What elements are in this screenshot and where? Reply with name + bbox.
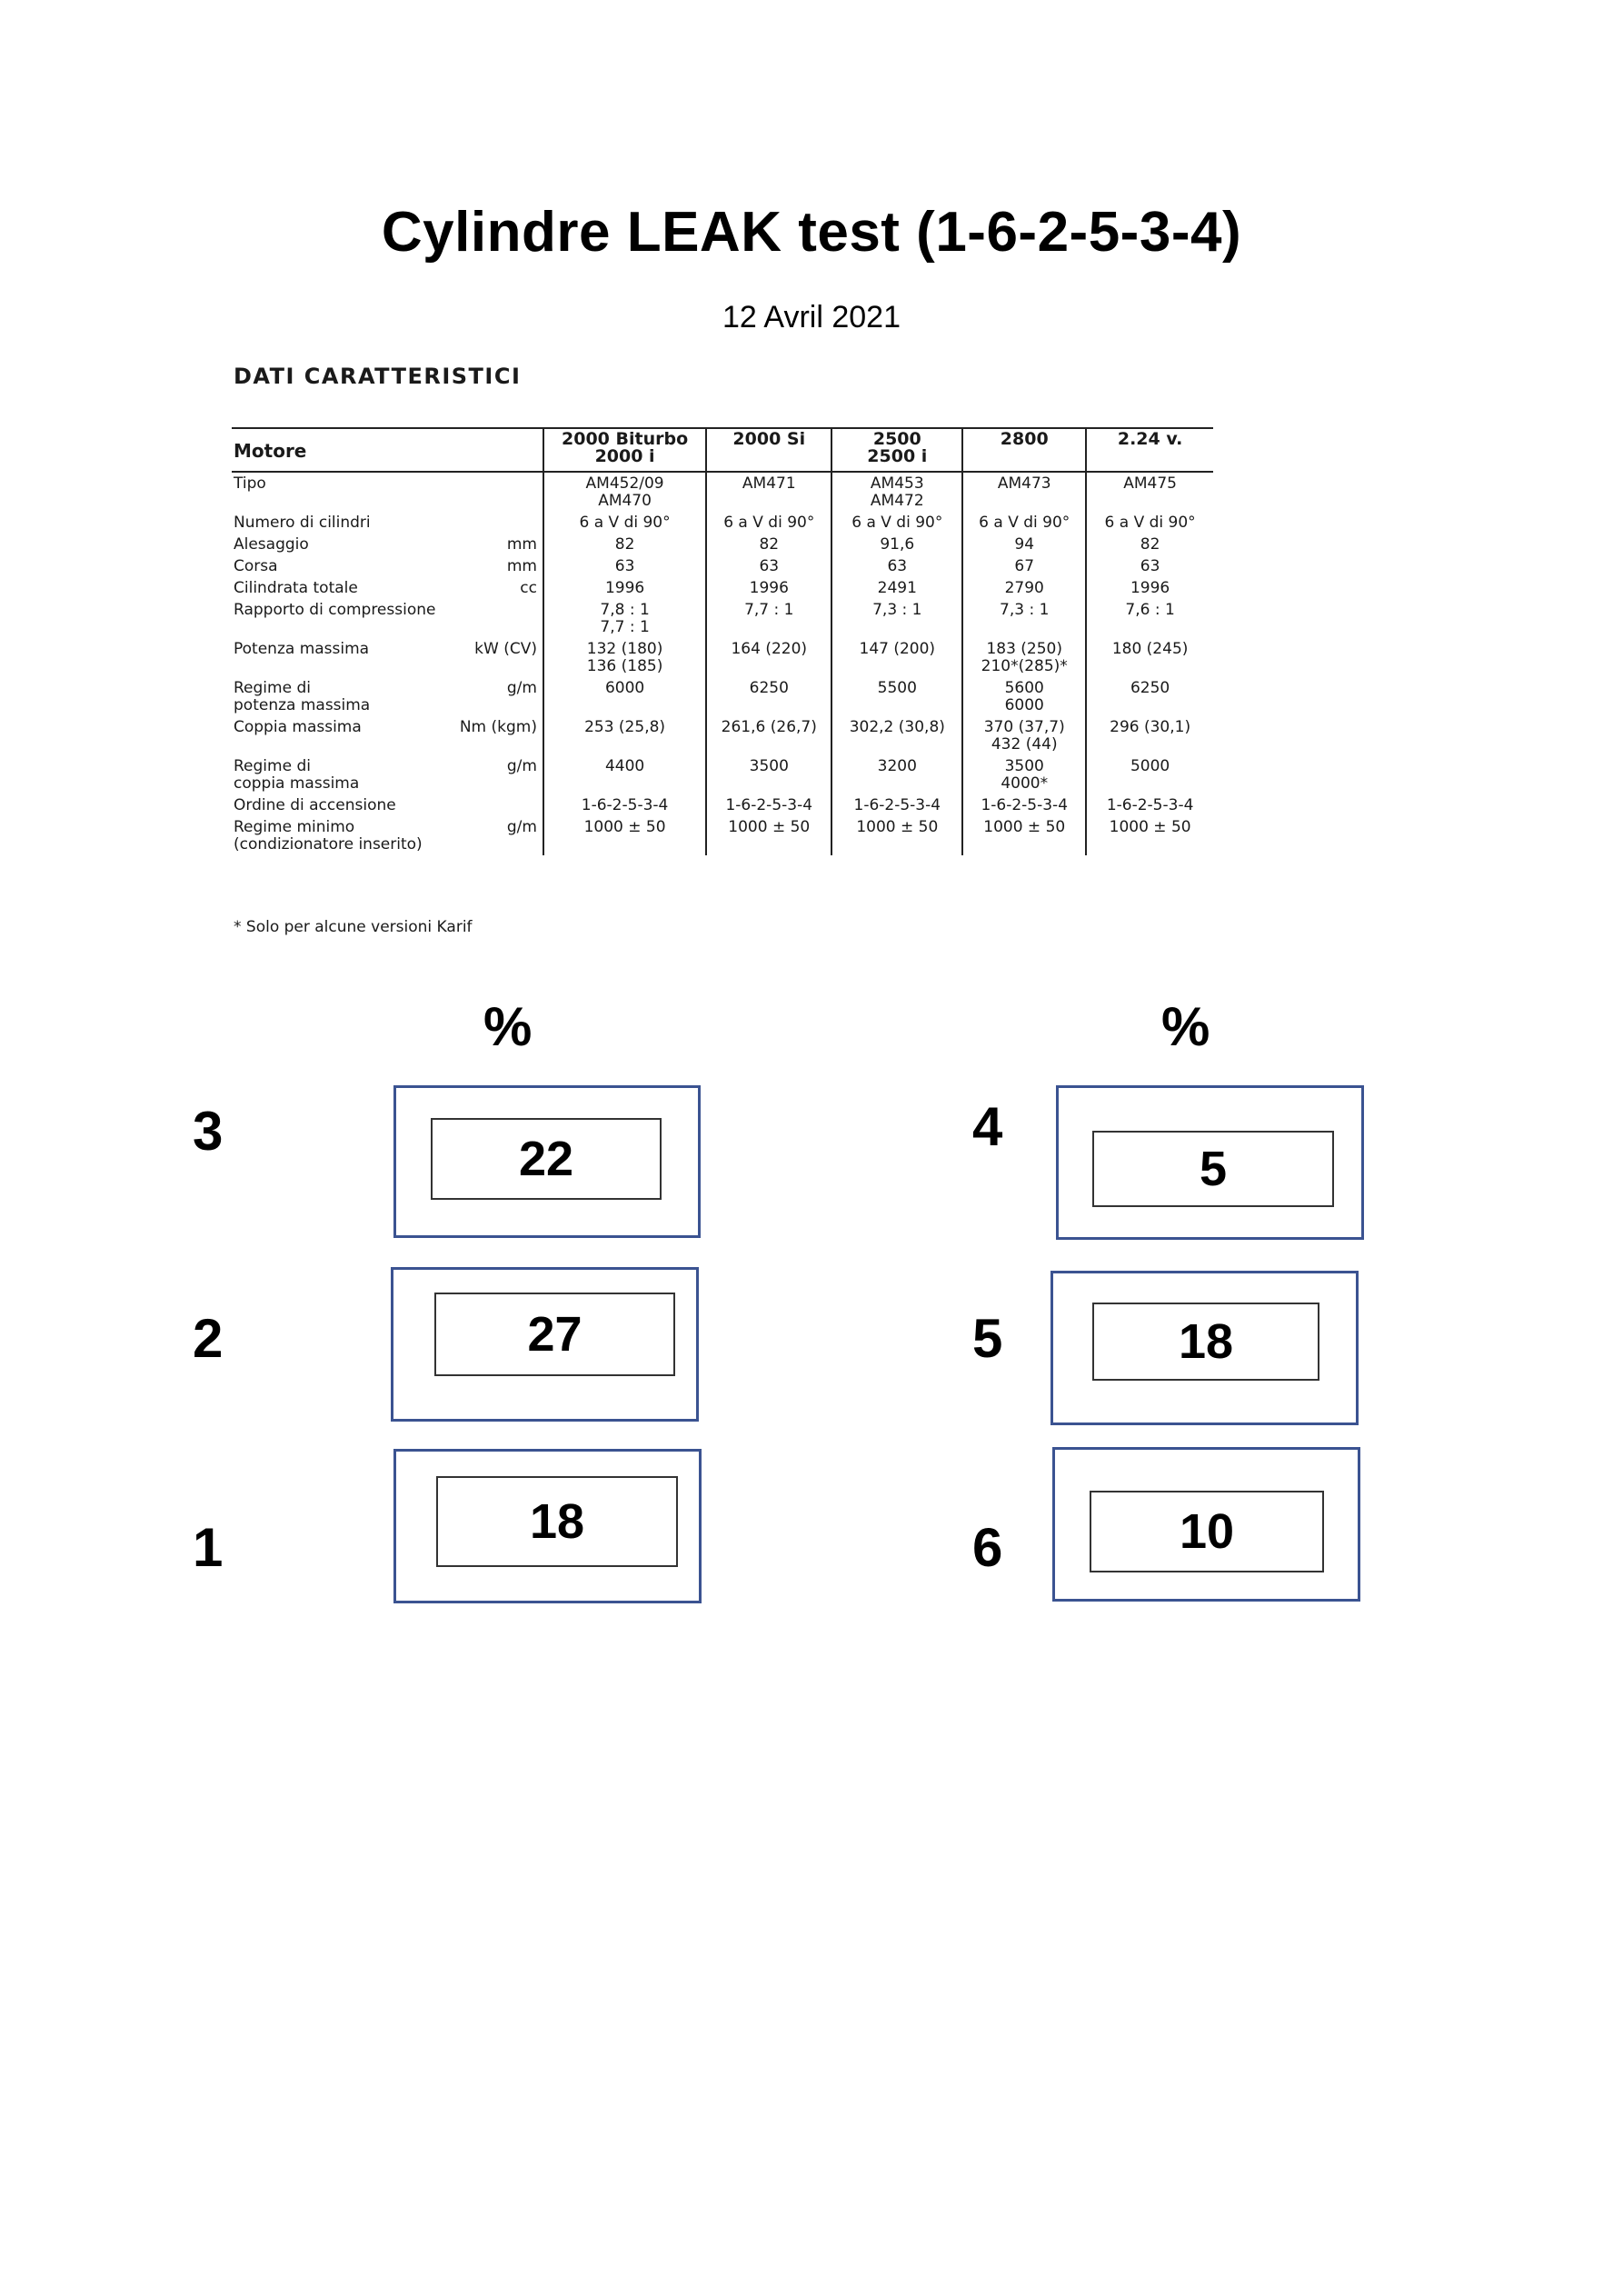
spec-row-label: Corsa (234, 557, 278, 575)
spec-cell: 67 (962, 555, 1086, 577)
spec-cell: 6 a V di 90° (1086, 512, 1213, 534)
spec-cell: AM473 (962, 472, 1086, 512)
spec-cell: 1000 ± 50 (1086, 816, 1213, 855)
spec-cell: 1996 (543, 577, 706, 599)
cylinder-number: 1 (193, 1517, 224, 1578)
spec-row (232, 577, 1213, 599)
spec-cell: 82 (543, 534, 706, 555)
spec-row-label: Potenza massima (234, 640, 370, 658)
spec-cell: 63 (706, 555, 831, 577)
spec-cell: 7,6 : 1 (1086, 599, 1213, 638)
spec-table (232, 427, 1213, 855)
cylinder-leak-value: 18 (436, 1476, 678, 1567)
spec-col-header: 2000 Si (706, 428, 831, 472)
spec-row (232, 794, 1213, 816)
spec-row-unit: g/m (506, 818, 537, 836)
spec-row-unit: g/m (506, 679, 537, 697)
cylinder-box (1052, 1447, 1360, 1602)
spec-row-unit: kW (CV) (474, 640, 537, 658)
spec-cell: 82 (706, 534, 831, 555)
spec-cell: 6 a V di 90° (831, 512, 962, 534)
spec-row (232, 555, 1213, 577)
spec-col-header: 2800 (962, 428, 1086, 472)
spec-cell: 370 (37,7) 432 (44) (962, 716, 1086, 755)
spec-row-label: Regime di coppia massima (234, 757, 360, 793)
spec-cell: 6 a V di 90° (706, 512, 831, 534)
cylinder-number: 3 (193, 1101, 224, 1162)
spec-cell: AM475 (1086, 472, 1213, 512)
cylinder-box (1056, 1085, 1364, 1240)
spec-cell: AM452/09 AM470 (543, 472, 706, 512)
percent-label-left: % (483, 996, 533, 1057)
spec-sheet-scan (232, 360, 1213, 942)
spec-cell: 1-6-2-5-3-4 (1086, 794, 1213, 816)
spec-cell: 7,3 : 1 (831, 599, 962, 638)
spec-row (232, 755, 1213, 794)
spec-cell: 253 (25,8) (543, 716, 706, 755)
spec-cell: 6 a V di 90° (962, 512, 1086, 534)
spec-cell: 63 (831, 555, 962, 577)
spec-cell: 1000 ± 50 (962, 816, 1086, 855)
spec-cell: 82 (1086, 534, 1213, 555)
spec-cell: 7,7 : 1 (706, 599, 831, 638)
percent-label-right: % (1161, 996, 1210, 1057)
spec-cell: 132 (180) 136 (185) (543, 638, 706, 677)
spec-table-body (232, 472, 1213, 855)
spec-row-unit (437, 512, 543, 534)
spec-row (232, 816, 1213, 855)
cylinder-leak-value: 22 (431, 1118, 662, 1200)
spec-row-label: Ordine di accensione (234, 796, 396, 814)
cylinder-number: 5 (972, 1308, 1003, 1369)
spec-cell: 296 (30,1) (1086, 716, 1213, 755)
spec-row-label: Regime di potenza massima (234, 679, 371, 714)
cylinder-number: 4 (972, 1096, 1003, 1157)
cylinder-number: 2 (193, 1308, 224, 1369)
spec-col-header: 2500 2500 i (831, 428, 962, 472)
spec-cell: 5500 (831, 677, 962, 716)
spec-row (232, 534, 1213, 555)
spec-row-label: Coppia massima (234, 718, 362, 736)
spec-cell: 6000 (543, 677, 706, 716)
spec-cell: 1-6-2-5-3-4 (962, 794, 1086, 816)
spec-cell: 3200 (831, 755, 962, 794)
cylinder-leak-value: 18 (1092, 1303, 1319, 1381)
spec-row-label: Tipo (234, 474, 266, 493)
cylinder-leak-value: 10 (1090, 1491, 1324, 1572)
spec-cell: 63 (543, 555, 706, 577)
spec-cell: 5600 6000 (962, 677, 1086, 716)
spec-cell: 7,3 : 1 (962, 599, 1086, 638)
spec-row-unit: Nm (kgm) (459, 718, 537, 736)
spec-row (232, 512, 1213, 534)
spec-cell: 183 (250) 210*(285)* (962, 638, 1086, 677)
spec-header-motore: Motore (232, 428, 543, 472)
spec-cell: 6250 (706, 677, 831, 716)
spec-row-unit (437, 794, 543, 816)
spec-cell: 3500 (706, 755, 831, 794)
spec-row (232, 716, 1213, 755)
spec-row-unit (437, 599, 543, 638)
spec-row-unit: g/m (506, 757, 537, 775)
spec-cell: 1-6-2-5-3-4 (706, 794, 831, 816)
spec-cell: 1-6-2-5-3-4 (831, 794, 962, 816)
spec-row (232, 472, 1213, 512)
spec-cell: 1996 (1086, 577, 1213, 599)
spec-cell: AM453 AM472 (831, 472, 962, 512)
cylinder-number: 6 (972, 1517, 1003, 1578)
spec-row-label: Cilindrata totale (234, 579, 358, 597)
spec-row-label: Alesaggio (234, 535, 309, 554)
cylinder-box (391, 1267, 699, 1422)
spec-cell: AM471 (706, 472, 831, 512)
spec-cell: 1996 (706, 577, 831, 599)
spec-row-unit: mm (506, 535, 537, 554)
page-title: Cylindre LEAK test (1-6-2-5-3-4) (381, 201, 1242, 264)
spec-cell: 7,8 : 1 7,7 : 1 (543, 599, 706, 638)
cylinder-box (1050, 1271, 1359, 1425)
spec-cell: 6250 (1086, 677, 1213, 716)
spec-footnote: * Solo per alcune versioni Karif (234, 918, 473, 936)
spec-cell: 4400 (543, 755, 706, 794)
spec-cell: 91,6 (831, 534, 962, 555)
spec-cell: 94 (962, 534, 1086, 555)
test-date: 12 Avril 2021 (722, 300, 901, 334)
spec-col-header: 2.24 v. (1086, 428, 1213, 472)
spec-cell: 2491 (831, 577, 962, 599)
spec-cell: 180 (245) (1086, 638, 1213, 677)
spec-cell: 261,6 (26,7) (706, 716, 831, 755)
spec-row-label: Numero di cilindri (234, 514, 371, 532)
spec-cell: 6 a V di 90° (543, 512, 706, 534)
spec-cell: 1000 ± 50 (706, 816, 831, 855)
spec-header-row (232, 428, 1213, 472)
spec-row (232, 638, 1213, 677)
spec-cell: 302,2 (30,8) (831, 716, 962, 755)
spec-row-unit: cc (520, 579, 537, 597)
spec-cell: 147 (200) (831, 638, 962, 677)
spec-cell: 63 (1086, 555, 1213, 577)
spec-cell: 1000 ± 50 (831, 816, 962, 855)
spec-row-unit: mm (506, 557, 537, 575)
spec-row (232, 599, 1213, 638)
spec-cell: 3500 4000* (962, 755, 1086, 794)
spec-cell: 164 (220) (706, 638, 831, 677)
cylinder-leak-value: 27 (434, 1293, 675, 1376)
spec-cell: 5000 (1086, 755, 1213, 794)
spec-cell: 2790 (962, 577, 1086, 599)
cylinder-leak-value: 5 (1092, 1131, 1334, 1207)
spec-col-header: 2000 Biturbo 2000 i (543, 428, 706, 472)
spec-row (232, 677, 1213, 716)
spec-row-unit (437, 472, 543, 512)
cylinder-box (393, 1449, 702, 1603)
spec-row-label: Regime minimo (condizionatore inserito) (234, 818, 423, 854)
spec-section-title: DATI CARATTERISTICI (234, 364, 522, 389)
cylinder-box (393, 1085, 701, 1238)
spec-cell: 1-6-2-5-3-4 (543, 794, 706, 816)
spec-row-label: Rapporto di compressione (234, 601, 436, 619)
spec-cell: 1000 ± 50 (543, 816, 706, 855)
